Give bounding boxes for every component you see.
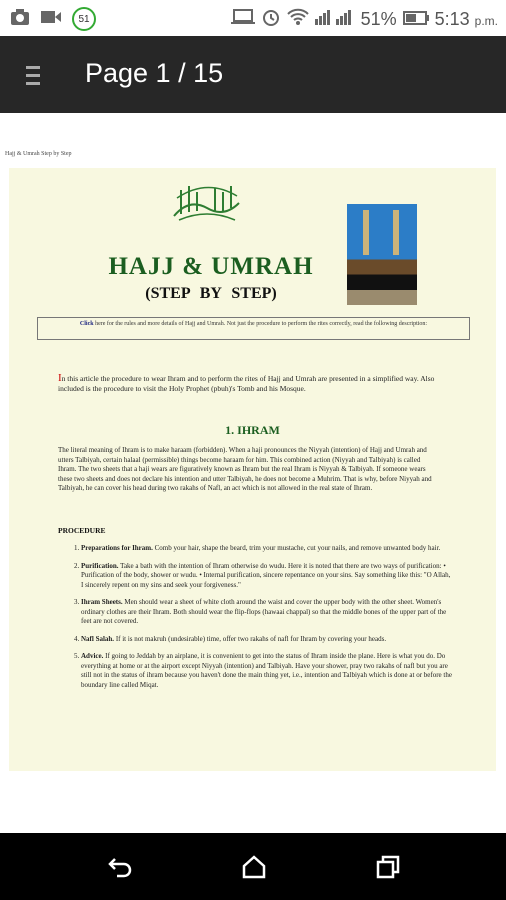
list-item: 3. Ihram Sheets. Men should wear a sheet of white cloth around the waist and cover the upper body with the other sheet. Women's ordinary clothes are their Ihram. Both should wear the flip-flops (hawaai chappal) so that the middle bones of the upper part of the feet are not covered.: [81, 598, 453, 627]
list-item: 2. Purification. Take a bath with the intention of Ihram otherwise do wudu. Here it is noted that there are two ways of purification: • Purification of the body, shower or wudu. • Internal purification, sincere repentance on your sins. Say something like this: "O Allah, I sincerely repent on my sins and seek your forgiveness.": [81, 562, 453, 591]
intro-paragraph: [58, 373, 438, 394]
clock: 5:13 p.m.: [434, 9, 498, 29]
status-bar: [0, 0, 506, 36]
page-indicator-title: Page 1 / 15: [85, 58, 224, 88]
laptop-icon: [231, 9, 255, 30]
recents-icon[interactable]: [375, 855, 401, 884]
link-box: [37, 317, 470, 340]
procedure-steps: [67, 544, 453, 698]
bismillah-calligraphy: [169, 178, 244, 228]
drop-cap: I: [58, 372, 62, 384]
document-subheading: (STEP BY STEP): [145, 285, 277, 302]
list-item: 4. Nafl Salah. If it is not makruh (undesirable) time, offer two rakahs of nafl for Ihram by covering your heads.: [81, 635, 453, 645]
link-box-text: here for the rules and more details of Hajj and Umrah. Not just the procedure to perform the rites correctly, read the following description:: [93, 321, 428, 327]
system-navigation-bar: [0, 833, 506, 900]
click-link[interactable]: Click: [79, 321, 94, 327]
home-icon[interactable]: [241, 855, 267, 884]
document-heading: HAJJ & UMRAH: [108, 253, 314, 280]
app-bar: [0, 36, 506, 113]
notification-count-badge: 51: [72, 7, 96, 31]
section-title: 1. IHRAM: [225, 423, 280, 437]
camera-icon: [10, 8, 30, 31]
battery-icon: [403, 9, 429, 30]
battery-percent: 51%: [360, 9, 397, 29]
wifi-icon: [287, 8, 309, 31]
pdf-page[interactable]: [9, 168, 496, 771]
list-item: 5. Advice. If going to Jeddah by an airplane, it is convenient to get into the status of Ihram inside the plane. Here is what you do. Do everything at home or at the airport except Niyyah (intention) and Talbiyah. Have your shower, pray two rakahs of nafl but you are still not in the status of ihram because you haven't done the main thing yet, i.e., intention and Talbiyah which is done at or before the boundary line called Miqat.: [81, 652, 453, 690]
running-head: Hajj & Umrah Step by Step: [5, 151, 72, 157]
list-item: 1. Preparations for Ihram. Comb your hair, shape the beard, trim your mustache, cut your nails, and remove unwanted body hair.: [81, 544, 453, 554]
back-icon[interactable]: [107, 855, 133, 884]
signal-icon: [315, 9, 355, 30]
section-paragraph: The literal meaning of Ihram is to make haraam (forbidden). When a haji pronounces the Niyyah (intention) of Hajj and Umrah and utters Talbiyah, certain halaal (permissible) things become haraam for him. This combined action (Niyyah and Talbiyah) is called Ihram. The two sheets that a haji wears are figuratively known as Ihram but the real Ihram is Niyyah & Talbiyah. If someone wears these two sheets and does not declare his intention and utter Talbiyah, he does not become a Muhrim. That is why, before Niyyah and Talbiyah, he can cover his head during two rakahs of Nafl, an act which is not allowed in the real state of Ihram.: [58, 446, 432, 492]
intro-text: n this article the procedure to wear Ihram and to perform the rites of Hajj and Umrah are presented in a simplified way. Also included is the procedure to visit the Holy Prophet (pbuh)'s Tomb and his Mosque.: [58, 374, 435, 393]
alarm-icon: [261, 7, 281, 32]
video-icon: [40, 9, 62, 30]
procedure-label: PROCEDURE: [58, 526, 106, 535]
menu-icon[interactable]: [26, 66, 40, 90]
